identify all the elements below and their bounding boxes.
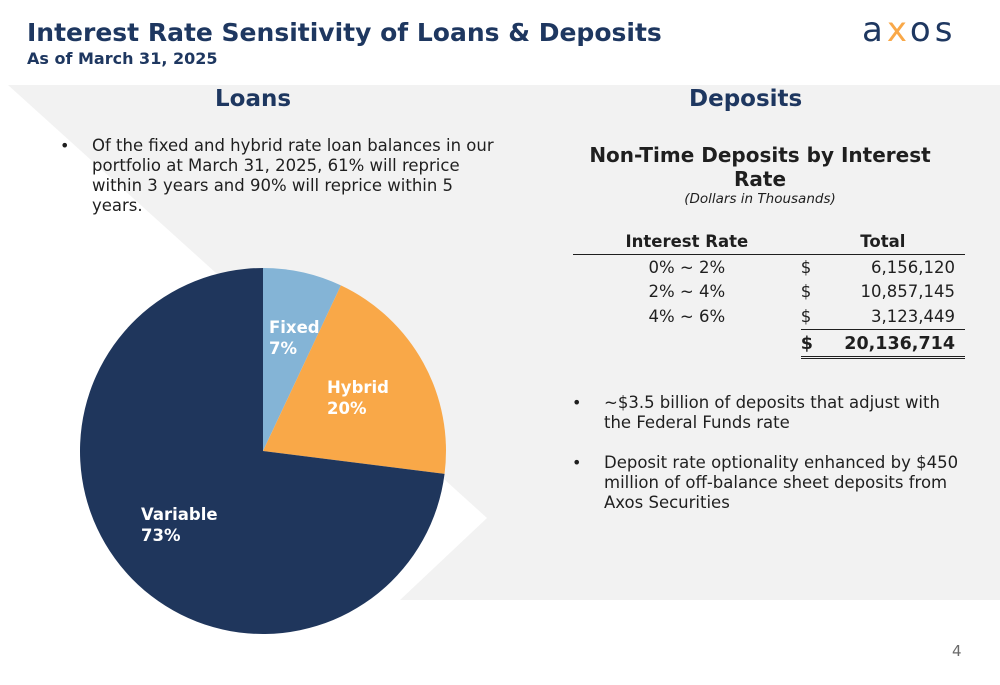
rate-cell: 0% ~ 2% — [648, 257, 726, 277]
currency-cell: $ — [800, 282, 812, 302]
page-number: 4 — [952, 642, 962, 660]
total-currency-cell: $ — [801, 329, 826, 358]
table-row — [573, 304, 965, 329]
table-row — [573, 280, 965, 305]
page-title: Interest Rate Sensitivity of Loans & Deposits — [27, 18, 662, 47]
pie-value-label-variable: 73% — [141, 526, 181, 545]
column-header-interest-rate: Interest Rate — [573, 230, 801, 255]
page-subtitle: As of March 31, 2025 — [27, 49, 218, 68]
currency-cell: $ — [800, 257, 812, 277]
pie-value-label-fixed: 7% — [269, 339, 298, 358]
table-header-row — [573, 230, 965, 255]
deposits-bullet-list — [572, 393, 962, 513]
pie-label-fixed: Fixed — [269, 318, 320, 337]
deposits-bullet: • Deposit rate optionality enhanced by $450 million of off-balance sheet deposits from Axos Securities — [572, 453, 962, 513]
rate-cell: 2% ~ 4% — [648, 282, 726, 302]
table-row — [573, 255, 965, 280]
axos-logo: axos — [862, 10, 957, 50]
pie-label-variable: Variable — [141, 505, 218, 524]
deposits-bullet: • ~$3.5 billion of deposits that adjust with the Federal Funds rate — [572, 393, 962, 433]
total-spacer — [573, 329, 801, 358]
amount-cell: 6,156,120 — [871, 257, 955, 277]
deposits-table — [573, 230, 965, 359]
total-amount-cell: 20,136,714 — [826, 329, 965, 358]
table-total-row — [573, 329, 965, 358]
rate-cell: 4% ~ 6% — [648, 307, 726, 326]
loans-bullet: • Of the fixed and hybrid rate loan balances in our portfolio at March 31, 2025, 61% will reprice within 3 years and 90% will reprice within 5 years. — [60, 136, 500, 216]
pie-value-label-hybrid: 20% — [327, 399, 367, 418]
column-header-total: Total — [801, 230, 965, 255]
deposits-heading: Deposits — [689, 86, 803, 112]
pie-label-hybrid: Hybrid — [327, 378, 389, 397]
loans-heading: Loans — [215, 86, 292, 112]
amount-cell: 3,123,449 — [826, 304, 965, 329]
amount-cell: 10,857,145 — [860, 282, 955, 302]
deposits-table-title: Non-Time Deposits by Interest Rate — [589, 143, 931, 191]
currency-cell: $ — [801, 304, 826, 329]
deposits-table-note: (Dollars in Thousands) — [684, 191, 836, 207]
